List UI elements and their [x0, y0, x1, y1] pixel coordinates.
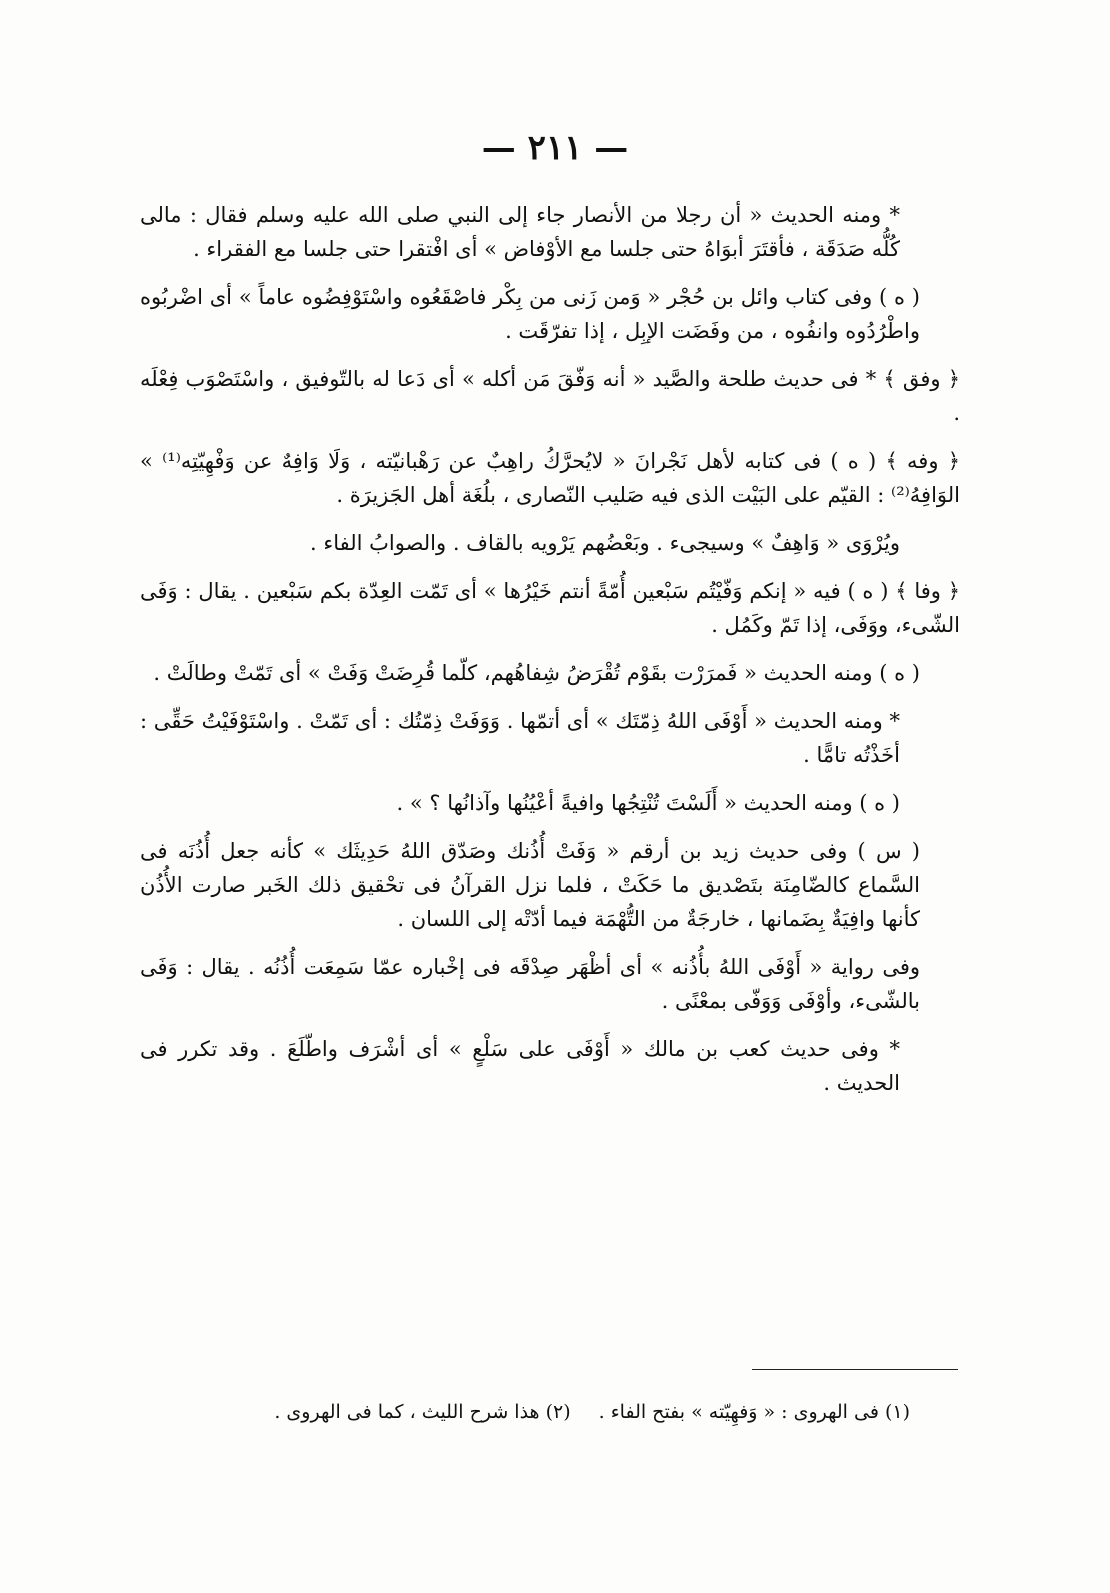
footnotes	[140, 1396, 910, 1428]
footnote-2: (٢) هذا شرح الليث ، كما فى الهروى .	[274, 1401, 571, 1423]
paragraph-wail-ibn-hujr: ( ه ) وفى كتاب وائل بن حُجْر « وَمن زَنى من بِكْر فاصْقَعُوه واسْتَوْفِضُوه عاماً » أى اضْربُوه واطْرُدُوه وانفُوه ، من وفَضَت الإبِل ، إذا تفرّقَت .	[140, 285, 920, 343]
paragraph-zayd-ibn-arqam: ( س ) وفى حديث زيد بن أرقم « وَفَتْ أُذُنك وصَدّق اللهُ حَدِيثَك » كأنه جعل أُذُنَه فى السَّماع كالضّامِنَة بتَصْديق ما حَكَتْ ، فلما نزل القرآنُ فى تحْقيق ذلك الخَبر صارت الأُذُن كأنها وافِيَةٌ بِضَمانها ، خارجَةٌ من التُّهْمَة فيما أدّتْه إلى اللسان .	[140, 839, 920, 931]
footnote-divider	[752, 1369, 958, 1370]
paragraph-dhimma-hadith: * ومنه الحديث « أَوْفَى اللهُ ذِمّتَك » أى أتمّها . وَوَفَتْ ذِمّتُك : أى تَمّتْ . واسْتَوْفَيْتُ حَقِّى : أخَذْتُه تامًّا .	[140, 709, 900, 767]
paragraph-riwaya: وفى رواية « أَوْفَى اللهُ بأُذُنه » أى أظْهَر صِدْقَه فى إخْباره عمّا سَمِعَت أُذُنُه . يقال : وَفَى بالشّىء، وأوْفَى وَوَفّى بمعْنًى .	[140, 955, 920, 1013]
paragraph-tuntijuha-hadith: ( ه ) ومنه الحديث « أَلَسْتَ تُنْتِجُها وافيةً أعْيُنُها وآذانُها ؟ » .	[396, 791, 900, 815]
paragraph-wafh-entry: ﴿ وفه ﴾ ( ه ) فى كتابه لأهل نَجْرانَ « لايُحرَّكُ راهِبٌ عن رَهْبانيّته ، وَلَا وَافِهٌ عن وَفْهِيّتِه⁽¹⁾ » الوَافِهُ⁽²⁾ : القيّم على البَيْت الذى فيه صَليب النّصارى ، بلُغَة أهل الجَزيرَة .	[140, 449, 961, 507]
paragraph-kaab-ibn-malik: * وفى حديث كعب بن مالك « أَوْفَى على سَلْعٍ » أى أشْرَف واطّلَعَ . وقد تكرر فى الحديث .	[140, 1037, 900, 1095]
body-text	[140, 198, 960, 1114]
paragraph-wafd-hadith: * ومنه الحديث « أن رجلا من الأنصار جاء إلى النبي صلى الله عليه وسلم فقال : مالى كُلُّه صَدَقَة ، فأقتَرَ أبوَاهُ حتى جلسا مع الأوْفاض » أى افْتقرا حتى جلسا مع الفقراء .	[140, 203, 900, 261]
page-number: — ٢١١ —	[481, 128, 629, 168]
paragraph-wahif-variant: ويُرْوَى « وَاهِفٌ » وسيجىء . وبَعْضُهم يَرْويه بالقاف . والصوابُ الفاء .	[309, 531, 900, 555]
paragraph-wafa-entry: ﴿ وفا ﴾ ( ه ) فيه « إنكم وَفّيْتُم سَبْعين أُمّةً أنتم خَيْرُها » أى تَمّت العِدّة بكم سَبْعين . يقال : وَفَى الشّىء، ووَفَى، إذا تَمّ وكَمُل .	[140, 579, 960, 637]
paragraph-qawm-hadith: ( ه ) ومنه الحديث « فَمرَرْت بقَوْم تُقْرَضُ شِفاهُهم، كلّما قُرِضَتْ وَفَتْ » أى تَمّتْ وطالَتْ .	[153, 661, 920, 685]
paragraph-wafq-entry: ﴿ وفق ﴾ * فى حديث طلحة والصَّيد « أنه وَفّقَ مَن أكله » أى دَعا له بالتّوفيق ، واسْتَصْوَب فِعْلَه .	[140, 367, 960, 425]
footnote-1: (١) فى الهروى : « وَفهِيّته » بفتح الفاء .	[598, 1401, 910, 1423]
